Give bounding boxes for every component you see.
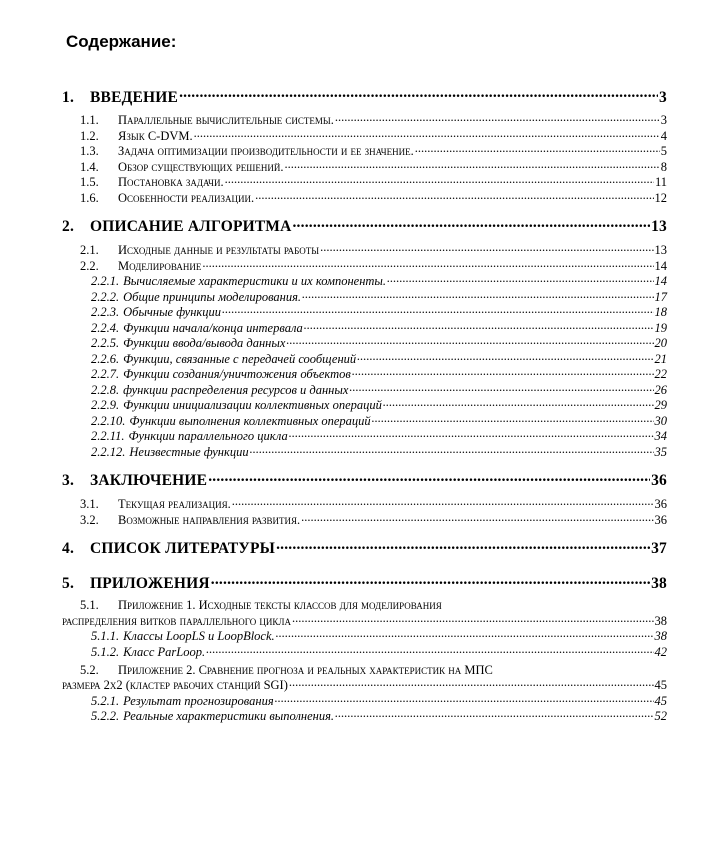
toc-entry-page: 38 [654,629,667,644]
toc-entry-page: 3 [659,88,667,106]
toc-entry-page: 13 [651,218,667,236]
toc-entry-level-1[interactable] [62,86,667,106]
dot-leader [208,470,650,486]
dot-leader [275,692,654,705]
toc-entry-page: 45 [654,693,667,708]
toc-entry-text: Результат прогнозирования [123,693,274,708]
toc-entry-text: Приложение 2. Сравнение прогноза и реальных характеристик на МПС [118,662,493,677]
toc-entry-text: Возможные направления развития. [118,512,301,527]
toc-entry-level-3[interactable] [62,366,667,382]
toc-entry-number: 2.2. [80,258,99,273]
dot-leader [222,304,653,317]
dot-leader [301,511,653,524]
dot-leader [335,708,653,721]
toc-entry-text-continued: распределения витков параллельного цикла [62,613,291,628]
toc-entry-number: 5.1.1. [91,629,120,644]
toc-entry-number: 5.2. [80,662,99,677]
toc-entry-page: 38 [651,574,667,592]
toc-entry-number: 2.1. [80,243,99,258]
toc-entry-page: 36 [654,512,667,527]
toc-entry-page: 20 [654,336,667,351]
dot-leader [194,127,660,140]
dot-leader [286,335,653,348]
toc-entry-text: Неизвестные функции [129,444,249,459]
toc-entry-level-3[interactable] [62,443,667,459]
toc-entry-text: СПИСОК ЛИТЕРАТУРЫ [90,540,276,558]
toc-entry-number: 2.2.12. [91,444,126,459]
toc-entry-level-3[interactable] [62,350,667,366]
toc-entry-page: 17 [654,289,667,304]
toc-entry-number: 2.2.5. [91,336,120,351]
toc-entry-page: 38 [654,613,667,628]
toc-entry-level-3[interactable] [62,335,667,351]
toc-entry-page: 26 [654,382,667,397]
toc-entry-level-2[interactable] [62,158,667,174]
toc-entry-number: 2.2.2. [91,289,120,304]
toc-entry-page: 12 [654,190,667,205]
dot-leader [387,273,653,286]
toc-entry-text: Язык C-DVM. [118,128,193,143]
dot-leader [232,496,654,509]
toc-entry-page: 21 [654,351,667,366]
toc-entry-number: 2.2.11. [91,429,125,444]
toc-entry-number: 1.3. [80,144,99,159]
toc-entry-text: Обычные функции [123,305,222,320]
dot-leader [202,257,653,270]
toc-entry-number: 3. [62,472,75,490]
toc-entry-number: 5.2.2. [91,709,120,724]
toc-entry-page: 37 [651,540,667,558]
toc-entry-text: Особенности реализации. [118,190,255,205]
toc-entry-text: функции распределения ресурсов и данных [123,382,349,397]
dot-leader [292,216,650,232]
toc-entry-level-2[interactable] [62,257,667,273]
dot-leader [276,628,654,641]
toc-entry-level-1[interactable] [62,470,667,490]
toc-entry-level-3[interactable] [62,381,667,397]
dot-leader [335,112,660,125]
toc-entry-level-3[interactable] [62,319,667,335]
dot-leader [255,189,653,202]
toc-entry-level-2[interactable] [62,174,667,190]
toc-entry-number: 1.5. [80,175,99,190]
toc-entry-text: Функции выполнения коллективных операций [129,413,371,428]
dot-leader [225,174,654,187]
toc-entry-page: 19 [654,320,667,335]
toc-entry-level-3[interactable] [62,628,667,644]
toc-title: Содержание: [66,32,177,51]
toc-entry-page: 29 [654,398,667,413]
toc-entry-level-1[interactable] [62,538,667,558]
dot-leader [304,319,654,332]
toc-entry-number: 2.2.4. [91,320,120,335]
toc-entry-page: 22 [654,367,667,382]
dot-leader [415,143,660,156]
dot-leader [383,397,654,410]
toc-entry-level-2[interactable] [62,242,667,258]
toc-entry-number: 2.2.9. [91,398,120,413]
toc-entry-text: Функции начала/конца интервала [123,320,303,335]
dot-leader [289,677,654,690]
toc-entry-level-3[interactable] [62,708,667,724]
toc-entry-number: 3.2. [80,512,99,527]
toc-entry-text: Постановка задачи. [118,175,224,190]
dot-leader [206,643,653,656]
toc-entry-page: 14 [654,274,667,289]
toc-entry-number: 5.2.1. [91,693,120,708]
toc-entry-text: Функции создания/уничтожения объектов [123,367,351,382]
toc-entry-number: 3.1. [80,497,99,512]
toc-entry-level-2[interactable] [62,112,667,128]
toc-entry-text: Параллельные вычислительные системы. [118,113,334,128]
toc-entry-text: Функции параллельного цикла [128,429,288,444]
toc-entry-text: Функции инициализации коллективных операций [123,398,382,413]
toc-entry-text: Реальные характеристики выполнения. [123,709,335,724]
toc-entry-text: Функции, связанные с передачей сообщений [123,351,357,366]
toc-entry-number: 2.2.6. [91,351,120,366]
toc-entry-number: 2.2.8. [91,382,120,397]
toc-entry-number: 1.4. [80,159,99,174]
toc-entry-number: 5.1.2. [91,644,120,659]
toc-entry-number: 1.1. [80,113,99,128]
toc-entry-page: 36 [654,497,667,512]
toc-entry-level-2[interactable] [62,496,667,512]
toc-entry-number: 2.2.1. [91,274,120,289]
toc-entry-level-3[interactable] [62,397,667,413]
toc-entry-page: 45 [654,678,667,693]
toc-entry-level-2[interactable] [62,143,667,159]
toc-entry-level-3[interactable] [62,428,667,444]
toc-entry-text: Класс ParLoop. [123,644,206,659]
toc-entry-page: 14 [654,258,667,273]
toc-entry-text: Общие принципы моделирования. [123,289,302,304]
toc-entry-number: 4. [62,540,75,558]
toc-entry-page: 30 [654,413,667,428]
toc-entry-level-2[interactable] [62,598,667,628]
toc-entry-level-3[interactable] [62,412,667,428]
toc-entry-number: 2.2.7. [91,367,120,382]
toc-entry-text: Вычисляемые характеристики и их компоненты. [123,274,387,289]
toc-entry-page: 36 [651,472,667,490]
toc-entry-level-3[interactable] [62,692,667,708]
toc-entry-level-3[interactable] [62,288,667,304]
dot-leader [284,158,659,171]
toc-entry-text: Задача оптимизации производительности и ее значение. [118,144,414,159]
toc-entry-text: ОПИСАНИЕ АЛГОРИТМА [90,218,292,236]
toc-entry-level-2[interactable] [62,189,667,205]
toc-entry-level-2[interactable] [62,663,667,693]
toc-entry-text: Моделирование [118,258,202,273]
toc-entry-page: 3 [660,113,667,128]
dot-leader [302,288,653,301]
toc-entry-level-2[interactable] [62,127,667,143]
toc-entry-page: 4 [660,128,667,143]
toc-entry-text: Функции ввода/вывода данных [123,336,286,351]
toc-entry-page: 5 [660,144,667,159]
toc-entry-text: Классы LoopLS и LoopBlock. [123,629,275,644]
dot-leader [179,86,658,102]
toc-entry-page: 18 [654,305,667,320]
dot-leader [352,366,654,379]
toc-entry-number: 2.2.3. [91,305,120,320]
toc-entry-number: 2.2.10. [91,413,126,428]
dot-leader [372,412,654,425]
toc-entry-text: Приложение 1. Исходные тексты классов для моделирования [118,598,442,613]
toc-entry-level-3[interactable] [62,643,667,659]
dot-leader [276,538,650,554]
toc-entry-page: 35 [654,444,667,459]
toc-entry-text-continued: размера 2x2 (кластер рабочих станций SGI) [62,678,288,693]
dot-leader [349,381,653,394]
toc-entry-page: 34 [654,429,667,444]
toc-entry-number: 1.6. [80,190,99,205]
dot-leader [292,612,654,625]
dot-leader [289,428,654,441]
toc-entry-number: 1.2. [80,128,99,143]
toc-entry-page: 8 [660,159,667,174]
dot-leader [357,350,653,363]
dot-leader [250,443,654,456]
toc-entry-level-1[interactable] [62,216,667,236]
toc-entry-text: ЗАКЛЮЧЕНИЕ [90,472,208,490]
toc-entry-level-2[interactable] [62,511,667,527]
toc-entry-level-3[interactable] [62,304,667,320]
dot-leader [320,242,653,255]
toc-entry-page: 13 [654,243,667,258]
toc-entry-text: ПРИЛОЖЕНИЯ [90,574,210,592]
toc-entry-text: Исходные данные и результаты работы [118,243,320,258]
toc-entry-number: 2. [62,218,75,236]
table-of-contents [62,86,667,723]
toc-entry-number: 5.1. [80,598,99,613]
toc-entry-page: 11 [654,175,667,190]
toc-entry-number: 1. [62,88,75,106]
toc-entry-level-3[interactable] [62,273,667,289]
toc-entry-page: 42 [654,644,667,659]
toc-entry-number: 5. [62,574,75,592]
toc-entry-level-1[interactable] [62,572,667,592]
dot-leader [211,572,650,588]
toc-entry-text: ВВЕДЕНИЕ [90,88,179,106]
toc-entry-text: Обзор существующих решений. [118,159,284,174]
toc-entry-text: Текущая реализация. [118,497,231,512]
toc-entry-page: 52 [654,709,667,724]
